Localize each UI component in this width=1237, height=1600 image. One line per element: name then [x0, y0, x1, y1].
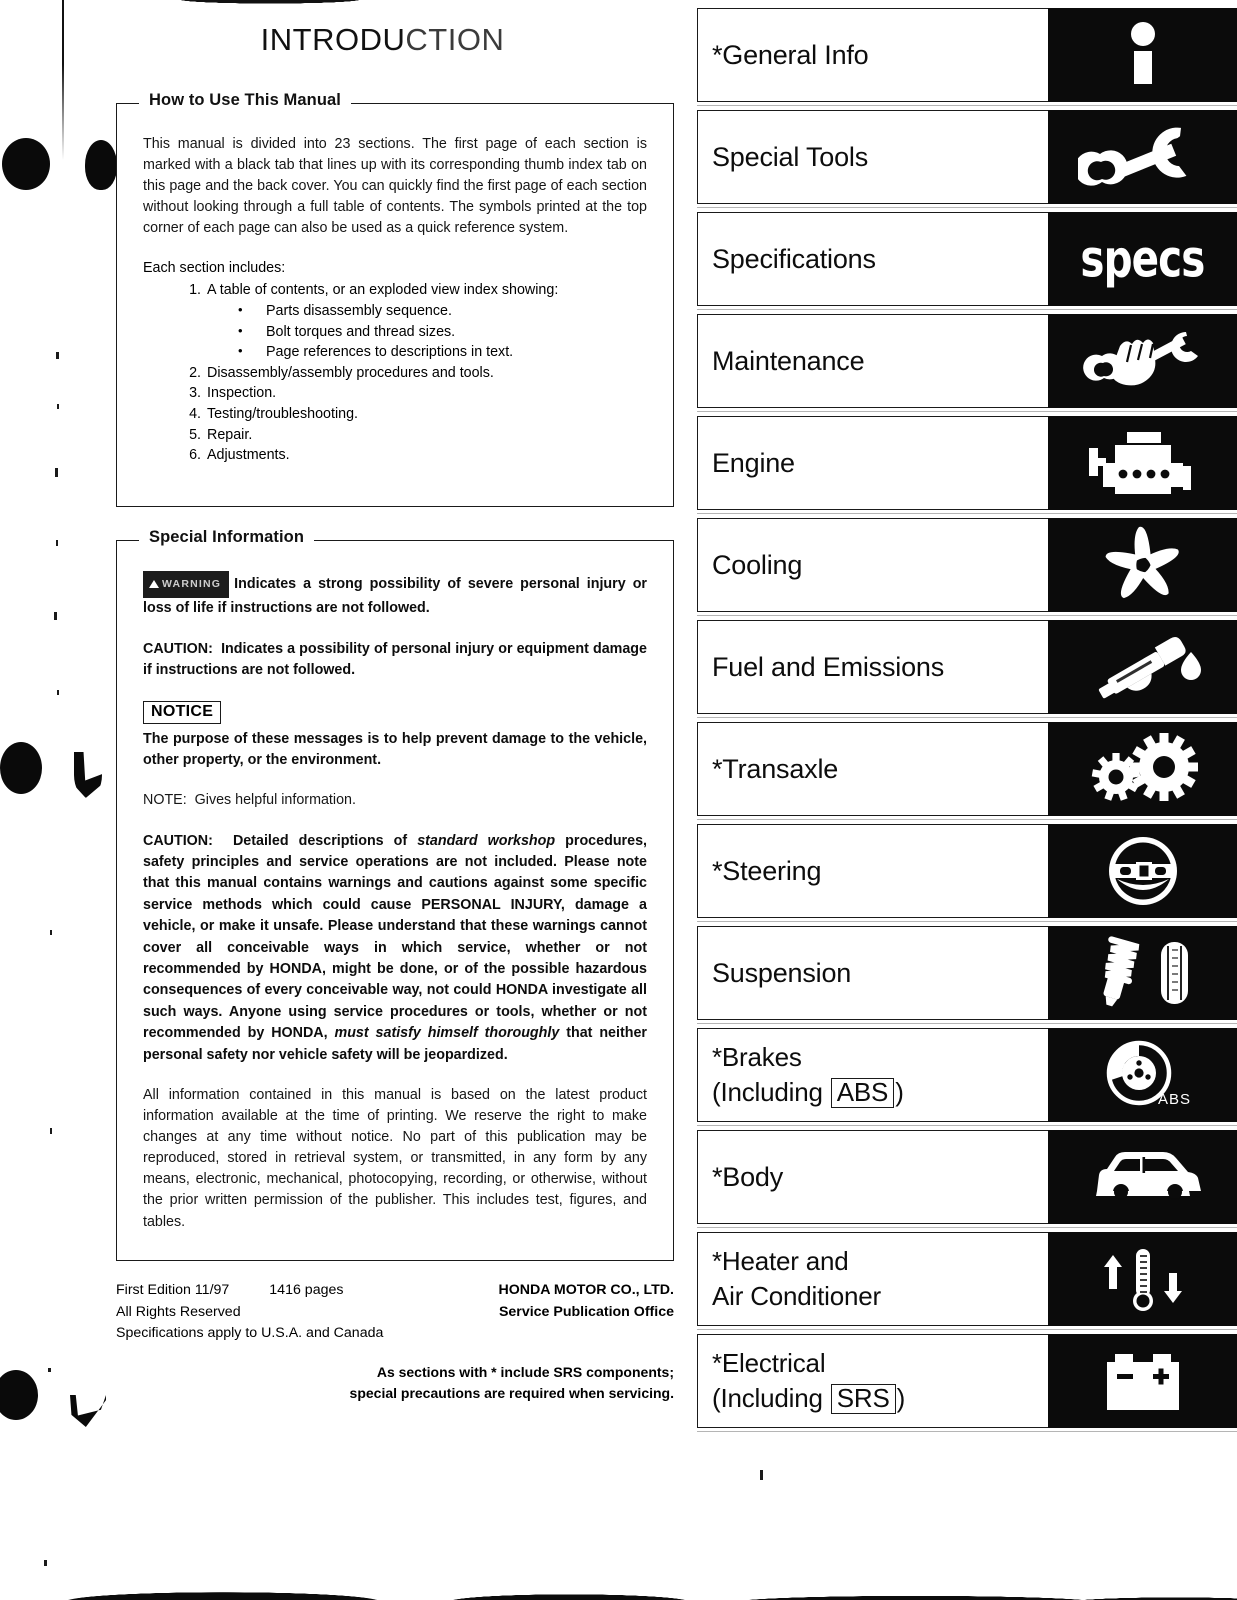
caution-long-label: CAUTION: [143, 832, 213, 849]
battery-icon [1048, 1334, 1237, 1428]
tab-separator [697, 615, 1237, 616]
how-to-use-lead-in: Each section includes: [143, 260, 286, 277]
tab-steering[interactable] [697, 824, 1237, 918]
tab-label-line2-prefix: (Including [712, 1077, 830, 1107]
list-item [234, 342, 647, 363]
notice-label: NOTICE [143, 701, 221, 724]
list-item [234, 301, 647, 322]
page-title-prefix: INTRODU [260, 22, 406, 57]
caution-short-label: CAUTION: [143, 640, 213, 657]
scan-speck [57, 690, 59, 695]
tab-maintenance[interactable] [697, 314, 1237, 408]
tab-label: Suspension [697, 926, 1048, 1020]
tab-separator [697, 717, 1237, 718]
notice-text: The purpose of these messages is to help prevent damage to the vehicle, other property, or the environment. [143, 730, 647, 769]
tab-label: *Body [697, 1130, 1048, 1224]
list-item-number: 3. [189, 385, 201, 402]
binder-hole-middle-crescent [74, 752, 102, 798]
caution-long-part2: procedures, safety principles and service operations are not included. Please note that this manual contains warnings and cautions against some specific service methods which could cause PERSONAL INJURY, damage a vehicle, or make it unsafe. Please understand that these warnings cannot cover all conceivable ways in which service, whether or not recommended by HONDA, might be done, or of the possible hazardous consequences of every conceivable way, not could HONDA investigate all such ways. Anyone using service procedures or tools, whether or not recommended by HONDA, [143, 832, 647, 1042]
bullet-dot-icon: • [238, 302, 243, 318]
tab-label: *Transaxle [697, 722, 1048, 816]
srs-boxed-label: SRS [831, 1384, 896, 1414]
special-information-heading: Special Information [139, 528, 314, 547]
tab-separator [697, 513, 1237, 514]
tab-suspension[interactable] [697, 926, 1237, 1020]
caution-long-part1: Detailed descriptions of [232, 832, 418, 849]
footer-pages: 1416 pages [269, 1282, 344, 1298]
bullet-dot-icon: • [238, 343, 243, 359]
tab-separator [697, 1431, 1237, 1432]
list-item-number: 2. [189, 364, 201, 381]
copyright-paragraph: All information contained in this manual is based on the latest product information available at the time of printing. We reserve the right to make changes at any time without notice. No part of this publication may be reproduced, stored in retrieval system, or transmitted, in any form by any means, electronic, mechanical, photocopying, recording, or otherwise, without the prior written permission of the publisher. This includes test, figures, and tables. [143, 1087, 647, 1230]
list-item-number: 5. [189, 426, 201, 443]
tab-separator [697, 819, 1237, 820]
binder-hole-bottom [0, 1370, 38, 1420]
list-item [181, 445, 647, 466]
tab-body[interactable] [697, 1130, 1237, 1224]
gears-icon [1048, 722, 1237, 816]
warning-badge [143, 571, 229, 598]
special-information-section [116, 528, 674, 1261]
list-item [234, 322, 647, 343]
tab-general-info[interactable] [697, 8, 1237, 102]
specs-word-icon [1048, 212, 1237, 306]
tab-separator [697, 1125, 1237, 1126]
tab-label: *Steering [697, 824, 1048, 918]
tab-label-line1: *Electrical [712, 1348, 826, 1378]
note-text: Gives helpful information. [194, 792, 356, 809]
warning-badge-label: WARNING [162, 578, 222, 590]
scan-speck [54, 612, 57, 620]
how-to-use-heading: How to Use This Manual [139, 91, 351, 110]
list-item-number: 6. [189, 447, 201, 464]
scan-speck [56, 352, 59, 359]
list-item-text: A table of contents, or an exploded view index showing: [207, 282, 559, 299]
how-to-use-intro-paragraph: This manual is divided into 23 sections. The first page of each section is marked with a black tab that lines up with its corresponding thumb index tab on this page and the back cover. You can quickly find the first page of each section without looking through a full table of contents. The symbols printed at the top corner of each page can also be used as a quick reference system. [143, 136, 647, 237]
engine-block-icon [1048, 416, 1237, 510]
tab-separator [697, 105, 1237, 106]
tab-label-line1: *Heater and [712, 1246, 849, 1276]
tab-label [697, 1334, 1048, 1428]
footer-specifications: Specifications apply to U.S.A. and Canada [116, 1325, 384, 1341]
tab-separator [697, 411, 1237, 412]
coil-shock-tire-icon [1048, 926, 1237, 1020]
list-item-text: Repair. [207, 426, 253, 443]
tab-label-line2 [712, 1381, 905, 1416]
tab-label: Maintenance [697, 314, 1048, 408]
info-person-icon [1048, 8, 1237, 102]
main-text-column [110, 0, 682, 1600]
scan-speck [50, 930, 52, 935]
bullet-dot-icon: • [238, 322, 243, 338]
tab-label-line2 [712, 1075, 904, 1110]
tab-separator [697, 309, 1237, 310]
tab-label-line2: Air Conditioner [712, 1281, 881, 1311]
notice-block [143, 701, 647, 772]
tab-separator [697, 1023, 1237, 1024]
binder-hole-bottom-crescent [70, 1395, 106, 1427]
page-title [110, 22, 655, 58]
steering-wheel-icon [1048, 824, 1237, 918]
scan-speck [55, 468, 58, 477]
tab-label: Engine [697, 416, 1048, 510]
abs-icon-caption: ABS [1157, 1091, 1191, 1108]
footer-rights: All Rights Reserved [116, 1303, 241, 1320]
scan-speck [48, 1368, 51, 1372]
tab-label-line2-suffix: ) [896, 1383, 906, 1413]
how-to-use-body [117, 104, 673, 476]
tab-specifications[interactable] [697, 212, 1237, 306]
caution-short-text: Indicates a possibility of personal injury or equipment damage if instructions are not followed. [143, 640, 647, 679]
how-to-use-sub-list [207, 301, 647, 363]
warning-text: Indicates a strong possibility of severe personal injury or loss of life if instructions are not followed. [143, 576, 647, 617]
list-item-number: 1. [189, 282, 201, 299]
tab-label: Specifications [697, 212, 1048, 306]
thermometer-arrows-icon [1048, 1232, 1237, 1326]
list-item-text: Adjustments. [207, 447, 290, 464]
caution-long-paragraph [143, 831, 647, 1066]
tab-label: Special Tools [697, 110, 1048, 204]
srs-footnote [116, 1362, 674, 1404]
tab-label-line1: *Brakes [712, 1042, 802, 1072]
brake-rotor-icon [1048, 1028, 1237, 1122]
tab-label [697, 1232, 1048, 1326]
list-item-text: Page references to descriptions in text. [266, 344, 514, 361]
binder-hole-middle [0, 742, 42, 794]
list-item-text: Testing/troubleshooting. [207, 406, 359, 423]
cooling-fan-icon [1048, 518, 1237, 612]
tab-label [697, 1028, 1048, 1122]
list-item-text: Disassembly/assembly procedures and tools. [207, 364, 494, 381]
fuel-nozzle-icon [1048, 620, 1237, 714]
scan-speck [760, 1470, 763, 1480]
footer-edition-line [116, 1280, 343, 1302]
tab-engine[interactable] [697, 416, 1237, 510]
tab-cooling[interactable] [697, 518, 1237, 612]
footer-row-1 [116, 1280, 674, 1302]
tab-electrical[interactable] [697, 1334, 1237, 1428]
caution-short-paragraph [143, 639, 647, 682]
list-item [181, 404, 647, 425]
abs-boxed-label: ABS [831, 1078, 894, 1108]
how-to-use-section [116, 91, 674, 507]
tab-separator [697, 207, 1237, 208]
tab-brakes[interactable] [697, 1028, 1237, 1122]
special-information-body [117, 541, 673, 1243]
caution-long-part3: that neither personal safety nor vehicle safety will be jeopardized. [143, 1025, 647, 1063]
list-item-text: Parts disassembly sequence. [266, 303, 452, 320]
tab-separator [697, 921, 1237, 922]
tab-separator [697, 1227, 1237, 1228]
tab-label-line2-prefix: (Including [712, 1383, 830, 1413]
list-item-number: 4. [189, 406, 201, 423]
list-item [181, 280, 647, 362]
list-item [181, 383, 647, 404]
how-to-use-list [143, 280, 647, 465]
tab-label: Fuel and Emissions [697, 620, 1048, 714]
note-label: NOTE: [143, 792, 187, 809]
footer-row-2 [116, 1302, 674, 1324]
scan-speck [50, 1128, 52, 1134]
note-paragraph [143, 790, 647, 811]
footer-row-3 [116, 1323, 674, 1345]
list-item [181, 425, 647, 446]
wrench-icon [1048, 110, 1237, 204]
tab-transaxle[interactable] [697, 722, 1237, 816]
tab-label-line2-suffix: ) [895, 1077, 904, 1107]
tab-fuel-and-emissions[interactable] [697, 620, 1237, 714]
caution-long-italic1: standard workshop [417, 832, 556, 849]
tab-heater-and-air-conditioner[interactable] [697, 1232, 1237, 1326]
list-item-text: Inspection. [207, 385, 277, 402]
specs-word-text: specs [1080, 228, 1205, 290]
scan-speck [57, 404, 59, 409]
car-body-icon [1048, 1130, 1237, 1224]
srs-footnote-line2: special precautions are required when servicing. [349, 1385, 674, 1401]
caution-long-italic2: must satisfy himself thoroughly [334, 1025, 560, 1042]
footer-publisher-office: Service Publication Office [498, 1303, 674, 1320]
srs-footnote-line1: As sections with * include SRS components; [376, 1364, 674, 1380]
tab-label: *General Info [697, 8, 1048, 102]
tab-separator [697, 1329, 1237, 1330]
hand-wrench-icon [1048, 314, 1237, 408]
tab-special-tools[interactable] [697, 110, 1237, 204]
warning-triangle-icon [149, 580, 159, 588]
list-item [181, 363, 647, 384]
footer-publisher: HONDA MOTOR CO., LTD. [498, 1282, 674, 1298]
list-item-text: Bolt torques and thread sizes. [266, 323, 456, 340]
scan-speck [44, 1560, 47, 1566]
tab-label: Cooling [697, 518, 1048, 612]
footer-edition: First Edition 11/97 [116, 1282, 230, 1298]
warning-paragraph [143, 571, 647, 620]
scan-spine-line [62, 0, 64, 160]
page-footer [116, 1280, 674, 1345]
binder-hole-top [2, 138, 50, 190]
page-title-faded-suffix: CTION [405, 22, 505, 57]
thumb-index-tabs [697, 8, 1237, 1436]
scan-speck [56, 540, 58, 546]
